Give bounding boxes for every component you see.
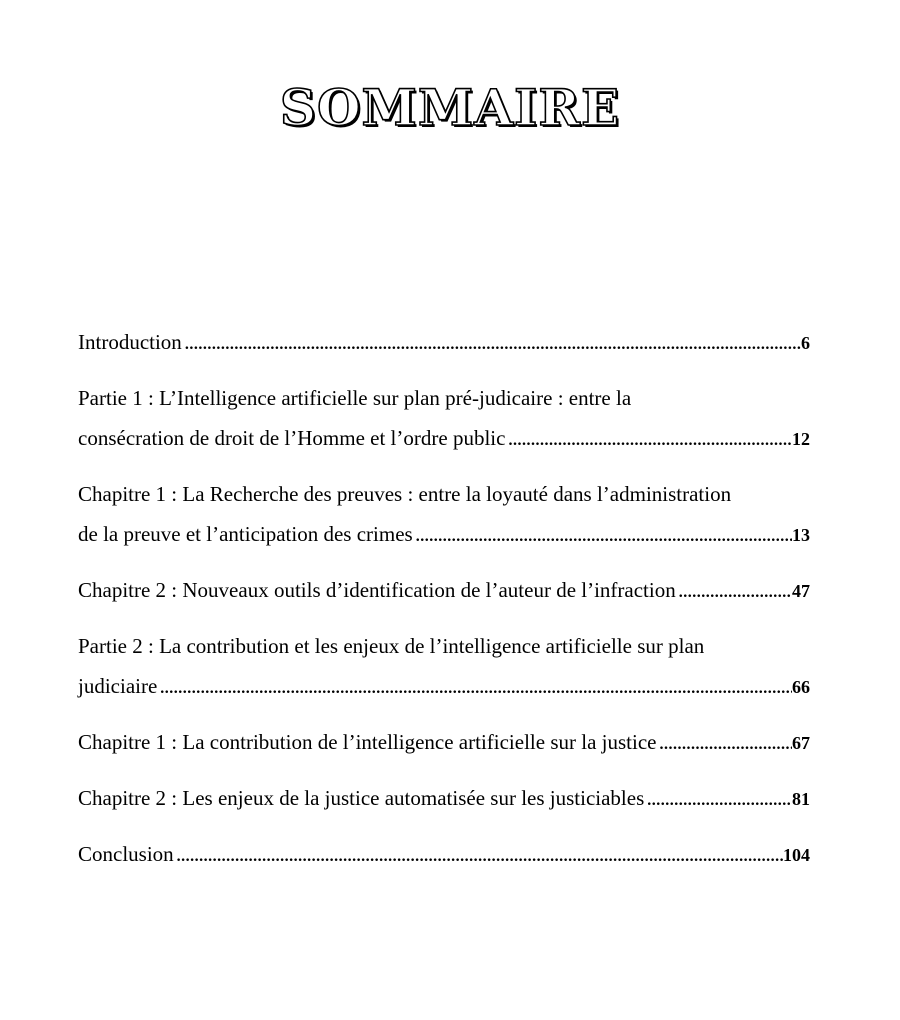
toc-entry-partie-2: [78, 626, 810, 709]
table-of-contents: [78, 322, 810, 890]
toc-entry-partie-1-chapitre-2: [78, 570, 810, 613]
toc-page-number: 67: [792, 733, 810, 753]
toc-entry-label: de la preuve et l’anticipation des crimes: [78, 522, 413, 546]
page-title: SOMMAIRE: [279, 78, 621, 137]
toc-page-number: 6: [801, 333, 810, 353]
dot-leader: [157, 669, 792, 709]
dot-leader: [413, 517, 792, 557]
toc-entry-partie-2-chapitre-2: [78, 778, 810, 821]
dot-leader: [182, 325, 801, 365]
dot-leader: [174, 837, 783, 877]
toc-page-number: 47: [792, 581, 810, 601]
toc-entry-partie-1-chapitre-1: [78, 474, 810, 557]
toc-page-number: 66: [792, 677, 810, 697]
toc-entry-label-line: Partie 1 : L’Intelligence artificielle sur plan pré-judicaire : entre la: [78, 386, 632, 410]
toc-entry-partie-1: [78, 378, 810, 461]
toc-entry-label: Chapitre 1 : La contribution de l’intelligence artificielle sur la justice: [78, 730, 657, 754]
toc-page-number: 12: [792, 429, 810, 449]
toc-entry-label: consécration de droit de l’Homme et l’ordre public: [78, 426, 506, 450]
dot-leader: [505, 421, 792, 461]
toc-page-number: 13: [792, 525, 810, 545]
dot-leader: [676, 573, 792, 613]
toc-entry-label: Chapitre 2 : Les enjeux de la justice automatisée sur les justiciables: [78, 786, 645, 810]
toc-entry-label: Chapitre 2 : Nouveaux outils d’identification de l’auteur de l’infraction: [78, 578, 676, 602]
dot-leader: [656, 725, 792, 765]
dot-leader: [644, 781, 792, 821]
toc-entry-label: Introduction: [78, 330, 182, 354]
toc-page-number: 104: [783, 845, 810, 865]
toc-entry-conclusion: [78, 834, 810, 877]
toc-entry-introduction: [78, 322, 810, 365]
toc-page-number: 81: [792, 789, 810, 809]
toc-entry-label-line: Chapitre 1 : La Recherche des preuves : entre la loyauté dans l’administration: [78, 482, 732, 506]
toc-entry-partie-2-chapitre-1: [78, 722, 810, 765]
toc-entry-label: Conclusion: [78, 842, 174, 866]
toc-entry-label-line: Partie 2 : La contribution et les enjeux de l’intelligence artificielle sur plan: [78, 634, 705, 658]
toc-entry-label: judiciaire: [78, 674, 158, 698]
